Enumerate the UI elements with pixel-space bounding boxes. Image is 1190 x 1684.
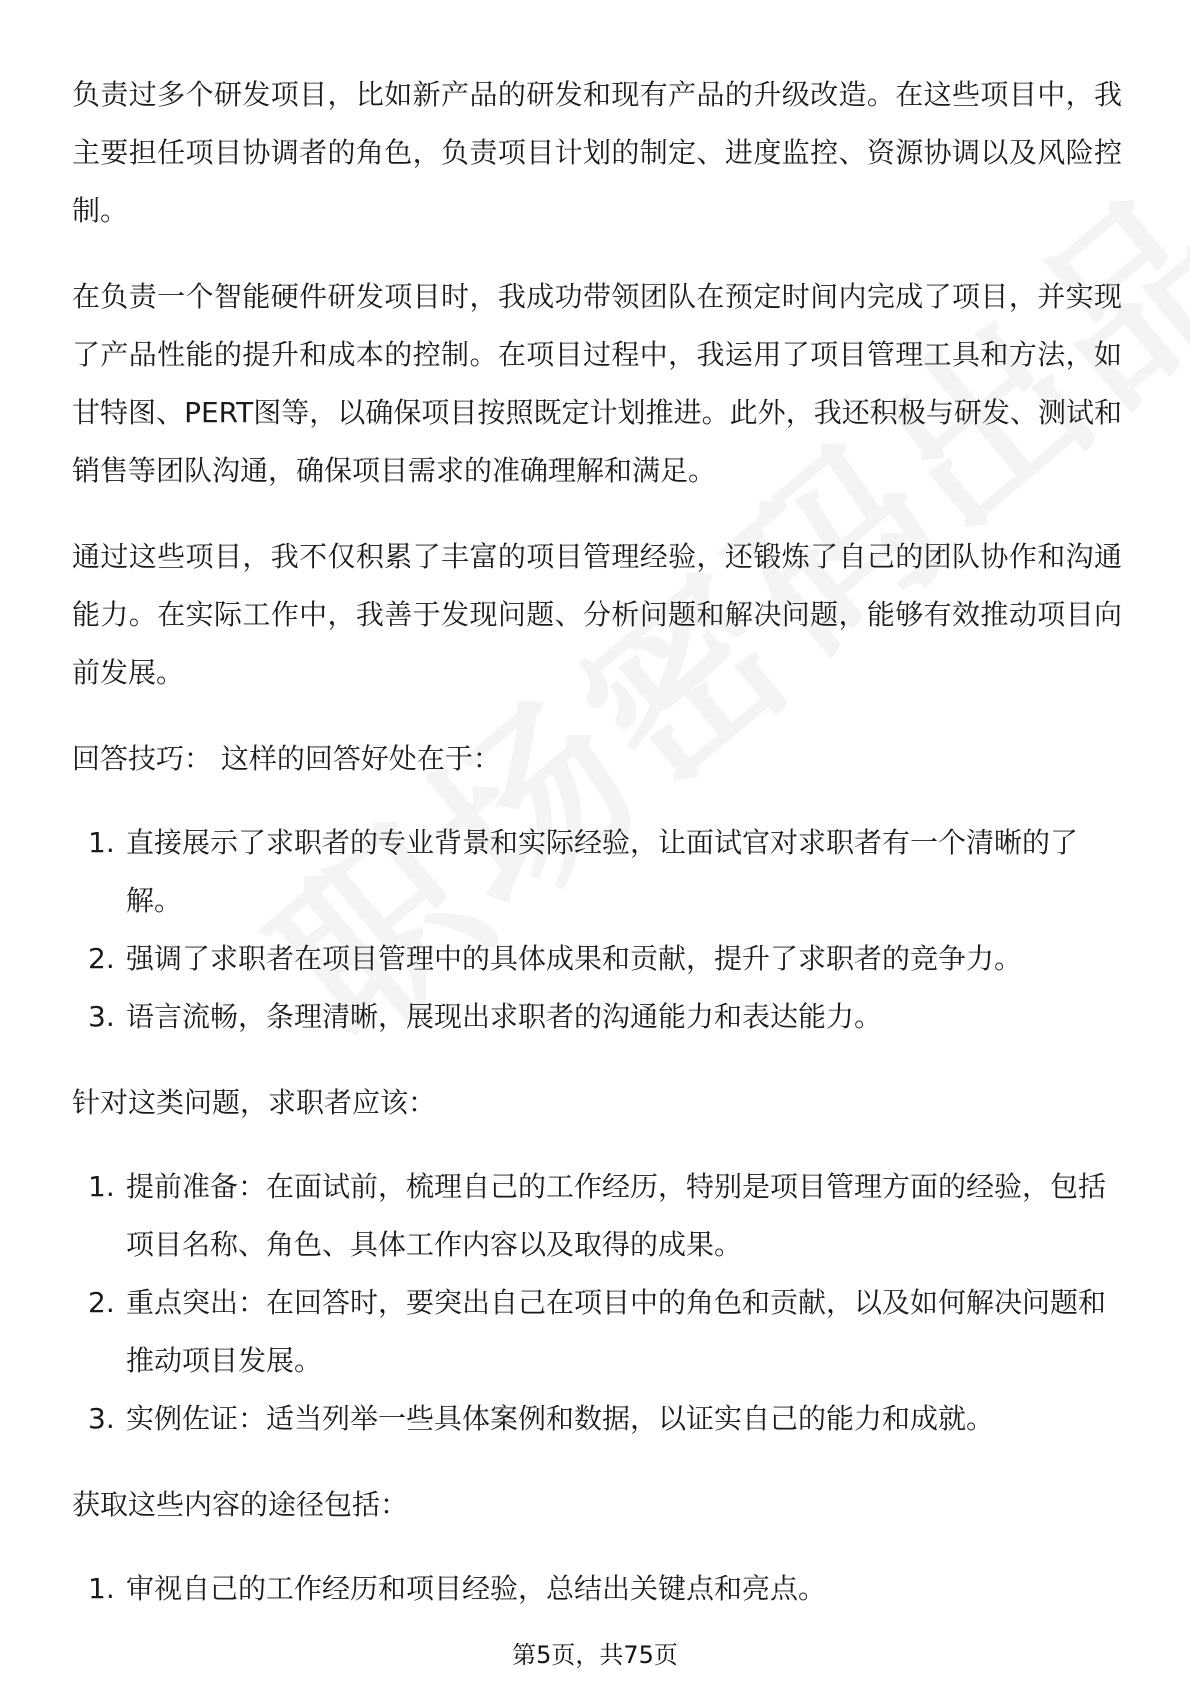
tips-list <box>72 814 1122 1046</box>
list-item <box>72 814 1122 930</box>
sources-list <box>72 1560 1122 1618</box>
list-text: 直接展示了求职者的专业背景和实际经验，让面试官对求职者有一个清晰的了解。 <box>126 826 1079 917</box>
list-number: 1. <box>88 1572 115 1605</box>
list-text: 强调了求职者在项目管理中的具体成果和贡献，提升了求职者的竞争力。 <box>126 942 1023 975</box>
list-text: 重点突出：在回答时，要突出自己在项目中的角色和贡献，以及如何解决问题和推动项目发展。 <box>126 1286 1107 1377</box>
list-number: 2. <box>88 1286 115 1319</box>
advice-list <box>72 1158 1122 1448</box>
sources-heading: 获取这些内容的途径包括： <box>72 1488 409 1521</box>
paragraph-1: 负责过多个研发项目，比如新产品的研发和现有产品的升级改造。在这些项目中，我主要担任项目协调者的角色，负责项目计划的制定、进度监控、资源协调以及风险控制。 <box>72 78 1122 227</box>
list-number: 2. <box>88 942 115 975</box>
paragraph-3: 通过这些项目，我不仅积累了丰富的项目管理经验，还锻炼了自己的团队协作和沟通能力。在实际工作中，我善于发现问题、分析问题和解决问题，能够有效推动项目向前发展。 <box>72 540 1122 689</box>
list-text: 语言流畅，条理清晰，展现出求职者的沟通能力和表达能力。 <box>126 1000 883 1033</box>
list-text: 提前准备：在面试前，梳理自己的工作经历，特别是项目管理方面的经验，包括项目名称、角色、具体工作内容以及取得的成果。 <box>126 1170 1107 1261</box>
page-number-footer: 第5页，共75页 <box>512 1641 678 1669</box>
list-item <box>72 1274 1122 1390</box>
list-text: 审视自己的工作经历和项目经验，总结出关键点和亮点。 <box>126 1572 827 1605</box>
advice-heading: 针对这类问题，求职者应该： <box>72 1086 437 1119</box>
list-item <box>72 930 1122 988</box>
list-number: 1. <box>88 1170 115 1203</box>
list-item <box>72 1158 1122 1274</box>
list-item <box>72 1390 1122 1448</box>
list-item <box>72 988 1122 1046</box>
list-number: 3. <box>88 1000 115 1033</box>
list-number: 3. <box>88 1402 115 1435</box>
list-text: 实例佐证：适当列举一些具体案例和数据，以证实自己的能力和成就。 <box>126 1402 995 1435</box>
paragraph-2: 在负责一个智能硬件研发项目时，我成功带领团队在预定时间内完成了项目，并实现了产品性能的提升和成本的控制。在项目过程中，我运用了项目管理工具和方法，如甘特图、PERT图等，以确保项目按照既定计划推进。此外，我还积极与研发、测试和销售等团队沟通，确保项目需求的准确理解和满足。 <box>72 280 1122 487</box>
page-content <box>72 66 1122 1646</box>
tips-heading: 回答技巧： 这样的回答好处在于： <box>72 742 501 775</box>
list-number: 1. <box>88 826 115 859</box>
list-item <box>72 1560 1122 1618</box>
